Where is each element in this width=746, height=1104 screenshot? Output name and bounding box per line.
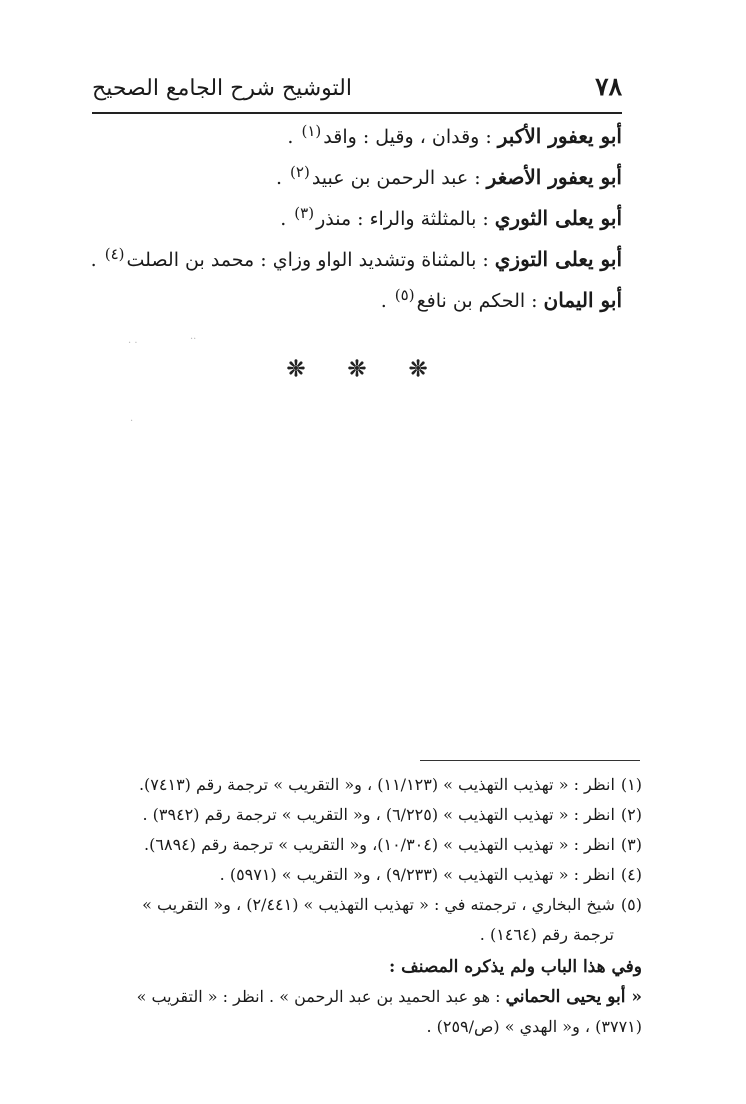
footnote-text: انظر : « تهذيب التهذيب » (١٠/٣٠٤)، و« التقريب » ترجمة رقم (٦٨٩٤). <box>144 835 615 854</box>
entry-text: بالمثلثة والراء : منذر <box>316 208 477 230</box>
footnote-ref[interactable]: (٣) <box>294 203 315 222</box>
footnote-number: (١) <box>620 775 642 794</box>
addendum-text: : هو عبد الحميد بن عبد الرحمن » . انظر : « التقريب » <box>136 987 501 1006</box>
footnote-text: انظر : « تهذيب التهذيب » (٩/٢٣٣) ، و« التقريب » (٥٩٧١) . <box>219 865 615 884</box>
asterism-icon: ❊ <box>347 356 367 382</box>
entry-text: وقدان ، وقيل : واقد <box>323 126 480 148</box>
footnote-number: (٢) <box>620 805 642 824</box>
entry-name: أبو يعلى الثوري <box>494 206 622 230</box>
footnote-number: (٥) <box>620 895 642 914</box>
footnote-text: شيخ البخاري ، ترجمته في : « تهذيب التهذيب » (٢/٤٤١) ، و« التقريب » <box>142 895 615 914</box>
addendum-name: « أبو يحيى الحماني <box>505 987 642 1007</box>
footnote-text: انظر : « تهذيب التهذيب » (١١/١٢٣) ، و« التقريب » ترجمة رقم (٧٤١٣). <box>138 775 615 794</box>
footnote-ref[interactable]: (٢) <box>290 162 310 181</box>
footnote-ref[interactable]: (٤) <box>104 244 125 263</box>
page-number: ٧٨ <box>595 72 622 101</box>
footnote-continuation: ترجمة رقم (١٤٦٤) . <box>479 925 614 944</box>
entry: أبو يعفور الأكبر:وقدان ، وقيل : واقد$^{(١)}$ . <box>287 121 622 148</box>
entry-text: عبد الرحمن بن عبيد <box>311 167 469 189</box>
footnote-ref[interactable]: (٥) <box>394 285 415 304</box>
footnote <box>92 800 642 830</box>
entry-text: بالمثناة وتشديد الواو وزاي : محمد بن الصلت <box>126 249 477 271</box>
footnote <box>92 830 642 860</box>
entries-list <box>92 116 622 321</box>
addendum-line: (٣٧٧١) ، و« الهدي » (ص/٢٥٩) . <box>426 1017 642 1036</box>
entry-end: . <box>287 126 294 148</box>
addendum-heading: وفي هذا الباب ولم يذكره المصنف : <box>388 957 642 977</box>
footnote-number: (٤) <box>620 865 642 884</box>
entry-name: أبو يعفور الأصغر <box>486 165 622 189</box>
entry-end: . <box>380 290 387 312</box>
asterism-icon: ❊ <box>286 356 306 382</box>
footnote <box>92 770 642 800</box>
scan-speck: ·· <box>190 334 197 345</box>
section-divider <box>92 356 622 382</box>
entry-text: الحكم بن نافع <box>416 290 526 312</box>
footnote <box>92 890 642 920</box>
entry: أبو يعلى الثوري:بالمثلثة والراء : منذر$^{(٣)}$ . <box>280 203 622 230</box>
page-header <box>92 70 622 114</box>
footnotes <box>92 770 642 1042</box>
entry: أبو اليمان:الحكم بن نافع$^{(٥)}$ . <box>380 285 622 312</box>
entry: أبو يعلى التوزي:بالمثناة وتشديد الواو وزاي : محمد بن الصلت$^{(٤)}$ . <box>90 244 622 271</box>
footnote-ref[interactable]: (١) <box>301 121 322 140</box>
footnote-text: انظر : « تهذيب التهذيب » (٦/٢٢٥) ، و« التقريب » ترجمة رقم (٣٩٤٢) . <box>142 805 615 824</box>
entry-end: . <box>280 208 287 230</box>
footnote-number: (٣) <box>620 835 642 854</box>
entry: أبو يعفور الأصغر:عبد الرحمن بن عبيد$^{(٢)}$ . <box>275 162 622 189</box>
running-title: التوشيح شرح الجامع الصحيح <box>92 76 352 101</box>
footnote-rule <box>420 760 640 761</box>
scan-speck: · <box>130 416 134 427</box>
entry-name: أبو يعفور الأكبر <box>497 124 622 148</box>
entry-end: . <box>275 167 282 189</box>
entry-name: أبو اليمان <box>543 288 622 312</box>
entry-name: أبو يعلى التوزي <box>494 247 622 271</box>
footnote <box>92 860 642 890</box>
entry-end: . <box>90 249 97 271</box>
addendum-line <box>92 982 642 1012</box>
scan-speck: · · <box>128 338 138 349</box>
asterism-icon: ❊ <box>408 356 428 382</box>
header-rule <box>92 112 622 114</box>
